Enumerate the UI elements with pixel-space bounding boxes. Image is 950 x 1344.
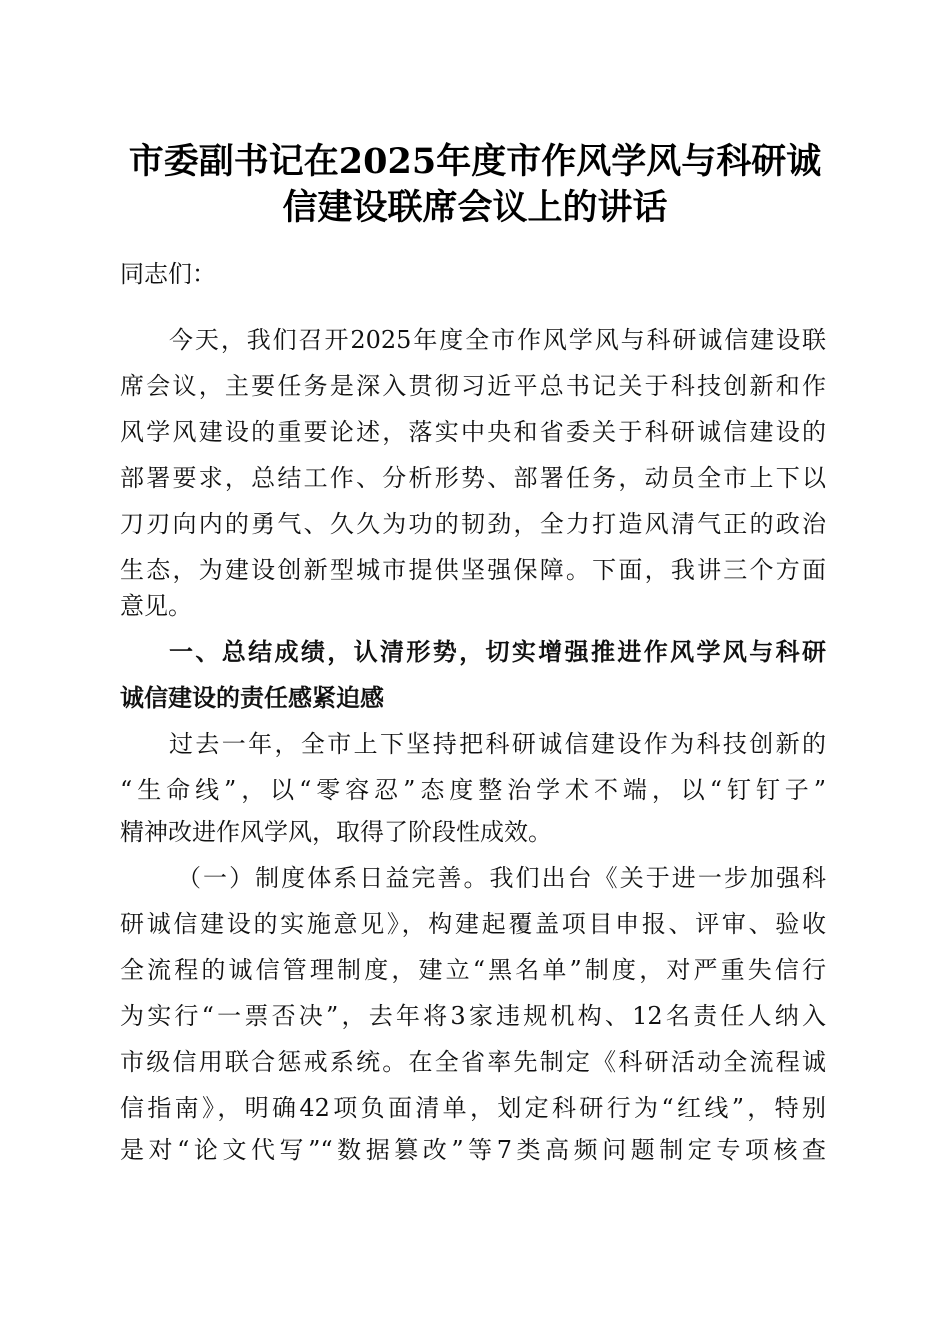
subsection-paragraph-line: 信指南》，明确42项负面清单，划定科研行为“红线”，特别	[120, 1094, 826, 1122]
body-paragraph-line: 精神改进作风学风，取得了阶段性成效。	[120, 818, 552, 846]
subsection-paragraph-line: 全流程的诚信管理制度，建立“黑名单”制度，对严重失信行	[120, 956, 826, 984]
subsection-paragraph-line: 为实行“一票否决”，去年将3家违规机构、12名责任人纳入	[120, 1002, 826, 1030]
subsection-paragraph-line: 研诚信建设的实施意见》，构建起覆盖项目申报、评审、验收	[120, 910, 826, 938]
intro-paragraph-line: 生态，为建设创新型城市提供坚强保障。下面，我讲三个方面	[120, 556, 826, 584]
subsection-paragraph-line: （一）制度体系日益完善。我们出台《关于进一步加强科	[177, 864, 826, 892]
subsection-paragraph-line: 市级信用联合惩戒系统。在全省率先制定《科研活动全流程诚	[120, 1048, 826, 1076]
body-paragraph-line: “生命线”，以“零容忍”态度整治学术不端，以“钉钉子”	[120, 776, 826, 804]
body-paragraph-line: 过去一年，全市上下坚持把科研诚信建设作为科技创新的	[169, 730, 826, 758]
section-heading-1: 一、总结成绩，认清形势，切实增强推进作风学风与科研	[169, 638, 826, 666]
subsection-paragraph-line: 是对“论文代写”“数据篡改”等7类高频问题制定专项核查	[120, 1136, 826, 1164]
salutation: 同志们：	[120, 260, 216, 288]
intro-paragraph-line: 席会议，主要任务是深入贯彻习近平总书记关于科技创新和作	[120, 372, 826, 400]
intro-paragraph-line: 今天，我们召开2025年度全市作风学风与科研诚信建设联	[169, 326, 826, 354]
intro-paragraph-line: 风学风建设的重要论述，落实中央和省委关于科研诚信建设的	[120, 418, 826, 446]
intro-paragraph-line: 刀刃向内的勇气、久久为功的韧劲，全力打造风清气正的政治	[120, 510, 826, 538]
intro-paragraph-line: 部署要求，总结工作、分析形势、部署任务，动员全市上下以	[120, 464, 826, 492]
intro-paragraph-line: 意见。	[120, 592, 192, 620]
document-title-line-1: 市委副书记在2025年度市作风学风与科研诚	[128, 141, 822, 182]
document-title-line-2: 信建设联席会议上的讲话	[282, 187, 668, 228]
section-heading-1-cont: 诚信建设的责任感紧迫感	[120, 684, 384, 712]
